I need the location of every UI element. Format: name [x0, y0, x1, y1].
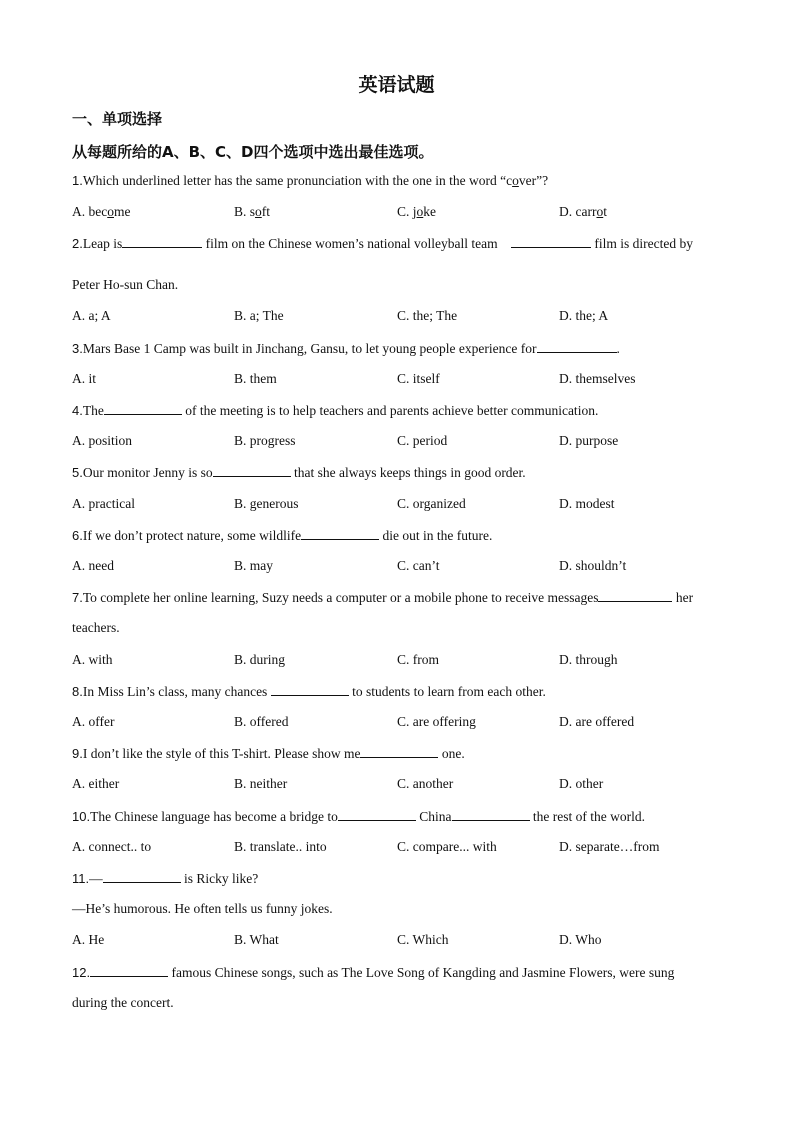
option-c[interactable]: C. joke [397, 204, 437, 219]
option-a[interactable]: A. connect.. to [72, 839, 152, 854]
question-text: . [616, 341, 620, 356]
question-1 [72, 173, 722, 189]
section-heading: 一、单项选择 [72, 110, 163, 128]
question-text: To complete her online learning, Suzy needs a computer or a mobile phone to receive messages [82, 590, 599, 605]
question-3 [72, 340, 722, 357]
option-b[interactable]: B. neither [234, 776, 288, 791]
question-9 [72, 745, 722, 762]
question-text: that she always keeps things in good order. [293, 465, 526, 480]
option-a[interactable]: A. offer [72, 714, 115, 729]
answer-blank[interactable] [90, 964, 168, 977]
question-2 [72, 235, 722, 252]
question-number: 7. [72, 590, 83, 605]
question-11-continued: —He’s humorous. He often tells us funny jokes. [72, 901, 333, 916]
question-text: I don’t like the style of this T-shirt. Please show me [82, 746, 361, 761]
question-12-continued: during the concert. [72, 995, 174, 1010]
option-b[interactable]: B. What [234, 932, 279, 947]
option-b[interactable]: B. during [234, 652, 286, 667]
question-number: 6. [72, 528, 83, 543]
option-d[interactable]: D. the; A [559, 308, 609, 323]
answer-blank[interactable] [213, 464, 291, 477]
option-a[interactable]: A. need [72, 558, 114, 573]
question-text: Leap is [82, 236, 123, 251]
option-b[interactable]: B. offered [234, 714, 289, 729]
option-a[interactable]: A. a; A [72, 308, 111, 323]
option-d[interactable]: D. Who [559, 932, 602, 947]
question-number: 9. [72, 746, 83, 761]
question-text: her [675, 590, 694, 605]
underlined-letter: o [512, 173, 519, 188]
answer-blank[interactable] [104, 402, 182, 415]
option-b[interactable]: B. may [234, 558, 273, 573]
answer-blank[interactable] [122, 235, 202, 248]
option-c[interactable]: C. Which [397, 932, 449, 947]
question-2-continued: Peter Ho-sun Chan. [72, 277, 179, 292]
option-c[interactable]: C. compare... with [397, 839, 497, 854]
instruction-text: 从每题所给的A、B、C、D四个选项中选出最佳选项。 [72, 143, 434, 161]
option-a[interactable]: A. practical [72, 496, 135, 511]
question-number: 2. [72, 236, 83, 251]
answer-blank[interactable] [271, 683, 349, 696]
answer-blank[interactable] [537, 340, 617, 353]
answer-blank[interactable] [103, 870, 181, 883]
option-c[interactable]: C. are offering [397, 714, 476, 729]
answer-blank[interactable] [338, 808, 416, 821]
option-a[interactable]: A. He [72, 932, 105, 947]
option-c[interactable]: C. the; The [397, 308, 458, 323]
option-d[interactable]: D. themselves [559, 371, 636, 386]
question-text: If we don’t protect nature, some wildlife [82, 528, 302, 543]
question-7-continued: teachers. [72, 620, 120, 635]
question-text: ver”? [518, 173, 549, 188]
question-text: film is directed by [594, 236, 694, 251]
option-a[interactable]: A. with [72, 652, 113, 667]
option-c[interactable]: C. from [397, 652, 439, 667]
question-text: — [89, 871, 103, 886]
option-d[interactable]: D. are offered [559, 714, 635, 729]
answer-blank[interactable] [598, 589, 672, 602]
answer-blank[interactable] [301, 527, 379, 540]
question-6 [72, 527, 722, 544]
question-text: The [82, 403, 104, 418]
question-text: Mars Base 1 Camp was built in Jinchang, Gansu, to let young people experience for [82, 341, 537, 356]
option-b[interactable]: B. generous [234, 496, 299, 511]
question-text: The Chinese language has become a bridge to [90, 809, 338, 824]
question-number: 1. [72, 173, 83, 188]
question-number: 10. [72, 809, 91, 824]
question-number: 3. [72, 341, 83, 356]
option-d[interactable]: D. through [559, 652, 618, 667]
question-number: 11. [72, 871, 90, 886]
option-d[interactable]: D. purpose [559, 433, 619, 448]
answer-blank[interactable] [511, 235, 591, 248]
question-text: China [419, 809, 452, 824]
question-text: die out in the future. [382, 528, 493, 543]
option-d[interactable]: D. other [559, 776, 604, 791]
question-number: 12. [72, 965, 91, 980]
question-text: famous Chinese songs, such as The Love Song of Kangding and Jasmine Flowers, were sung [171, 965, 675, 980]
question-number: 4. [72, 403, 83, 418]
option-a[interactable]: A. it [72, 371, 97, 386]
answer-blank[interactable] [360, 745, 438, 758]
question-text: is Ricky like? [183, 871, 259, 886]
question-number: 8. [72, 684, 83, 699]
answer-blank[interactable] [452, 808, 530, 821]
option-d[interactable]: D. modest [559, 496, 615, 511]
question-10 [72, 808, 722, 825]
page-title: 英语试题 [358, 74, 435, 96]
question-4 [72, 402, 722, 419]
option-c[interactable]: C. can’t [397, 558, 440, 573]
option-c[interactable]: C. another [397, 776, 454, 791]
question-7 [72, 589, 722, 606]
option-a[interactable]: A. either [72, 776, 120, 791]
question-text: Our monitor Jenny is so [82, 465, 213, 480]
option-a[interactable]: A. position [72, 433, 133, 448]
option-d[interactable]: D. shouldn’t [559, 558, 627, 573]
option-b[interactable]: B. a; The [234, 308, 284, 323]
question-text: to students to learn from each other. [352, 684, 546, 699]
option-b[interactable]: B. progress [234, 433, 296, 448]
question-number: 5. [72, 465, 83, 480]
question-text: film on the Chinese women’s national volleyball team [205, 236, 498, 251]
option-c[interactable]: C. period [397, 433, 448, 448]
question-text: of the meeting is to help teachers and parents achieve better communication. [185, 403, 599, 418]
question-text: one. [441, 746, 465, 761]
option-b[interactable]: B. soft [234, 204, 271, 219]
question-12 [72, 964, 722, 981]
question-text: In Miss Lin’s class, many chances [82, 684, 268, 699]
question-text: the rest of the world. [532, 809, 645, 824]
option-b[interactable]: B. translate.. into [234, 839, 327, 854]
question-text: Which underlined letter has the same pronunciation with the one in the word “c [82, 173, 513, 188]
option-c[interactable]: C. itself [397, 371, 440, 386]
question-11 [72, 870, 722, 887]
question-5 [72, 464, 722, 481]
option-a[interactable]: A. become [72, 204, 131, 219]
question-8 [72, 683, 722, 700]
option-d[interactable]: D. carrot [559, 204, 607, 219]
option-b[interactable]: B. them [234, 371, 277, 386]
option-c[interactable]: C. organized [397, 496, 466, 511]
option-d[interactable]: D. separate…from [559, 839, 660, 854]
